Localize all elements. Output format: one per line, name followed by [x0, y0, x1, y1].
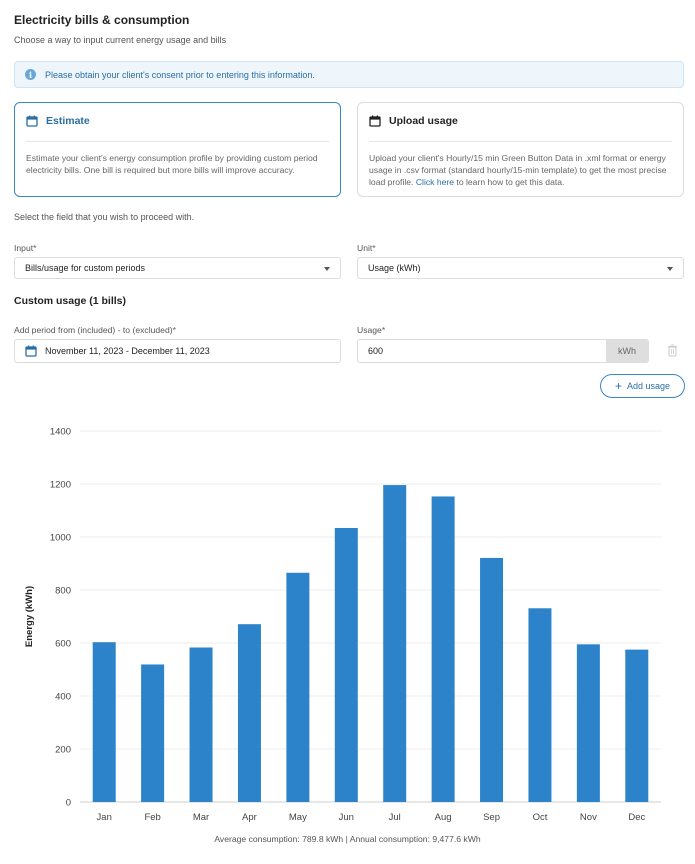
add-usage-button-label: Add usage	[626, 381, 671, 391]
period-date-range-input[interactable]	[14, 339, 341, 363]
y-tick-label: 1400	[49, 426, 71, 438]
bar-nov	[577, 644, 600, 802]
x-tick-label: Sep	[483, 812, 500, 823]
unit-select[interactable]	[357, 257, 684, 279]
unit-field-label: Unit*	[357, 243, 376, 253]
x-tick-label: Nov	[579, 812, 597, 823]
energy-bar-chart	[0, 415, 695, 830]
bar-feb	[141, 664, 164, 802]
x-tick-label: Dec	[628, 812, 646, 823]
page-subtitle: Choose a way to input current energy usage and bills	[14, 35, 227, 45]
bar-may	[286, 573, 309, 802]
usage-unit-label: kWh	[606, 340, 648, 362]
upload-usage-option-description	[369, 152, 672, 188]
chevron-down-icon	[667, 267, 673, 271]
upload-usage-option-card[interactable]	[357, 102, 684, 197]
consumption-summary: Average consumption: 789.8 kWh | Annual consumption: 9,477.6 kWh	[214, 834, 481, 844]
y-tick-label: 1200	[49, 479, 71, 491]
x-tick-label: Oct	[532, 812, 548, 823]
estimate-option-label: Estimate	[46, 115, 90, 127]
x-tick-label: Jan	[96, 812, 112, 823]
bar-dec	[625, 650, 648, 802]
custom-usage-title: Custom usage (1 bills)	[14, 295, 127, 307]
x-tick-label: Jul	[388, 812, 401, 823]
y-tick-label: 200	[55, 744, 71, 756]
trash-icon[interactable]	[667, 344, 678, 357]
select-field-hint: Select the field that you wish to proceed with.	[14, 212, 195, 222]
x-tick-label: Mar	[192, 812, 210, 823]
y-axis-label: Energy (kWh)	[24, 585, 35, 648]
unit-select-value: Usage (kWh)	[368, 263, 421, 273]
input-field-label: Input*	[14, 243, 37, 253]
usage-input[interactable]	[357, 339, 649, 363]
period-date-range-value: November 11, 2023 - December 11, 2023	[45, 346, 210, 356]
bar-jun	[335, 528, 358, 802]
upload-usage-option-label: Upload usage	[389, 115, 458, 127]
calendar-icon	[26, 115, 38, 127]
estimate-option-card[interactable]	[14, 102, 341, 197]
y-tick-label: 0	[65, 797, 71, 809]
chevron-down-icon	[324, 267, 330, 271]
x-tick-label: Apr	[242, 812, 257, 823]
add-usage-button[interactable]	[600, 374, 685, 398]
consent-notice	[14, 61, 684, 88]
bar-mar	[190, 648, 213, 802]
y-tick-label: 1000	[49, 532, 71, 544]
input-select-value: Bills/usage for custom periods	[25, 263, 146, 273]
x-tick-label: May	[288, 812, 307, 823]
bar-aug	[432, 496, 455, 802]
page-title: Electricity bills & consumption	[14, 13, 190, 27]
card-divider	[369, 141, 672, 142]
x-tick-label: Aug	[434, 812, 452, 823]
usage-field-label: Usage*	[357, 325, 386, 335]
estimate-option-description: Estimate your client's energy consumption profile by providing custom period electricity bills. One bill is required but more bills will improve accuracy.	[26, 153, 318, 175]
input-select[interactable]	[14, 257, 341, 279]
bar-apr	[238, 624, 261, 802]
info-icon: i	[25, 69, 36, 80]
calendar-icon	[25, 345, 37, 357]
card-divider	[26, 141, 329, 142]
learn-more-link[interactable]: Click here	[415, 177, 455, 187]
bar-jan	[93, 642, 116, 802]
x-tick-label: Feb	[144, 812, 161, 823]
usage-input-value: 600	[368, 346, 384, 356]
x-tick-label: Jun	[338, 812, 354, 823]
upload-description-text: Upload your client's Hourly/15 min Green Button Data in .xml format or energy usage in .csv format (standard hourly/15-min template) to get the most precise load profile.	[369, 153, 667, 187]
upload-description-text-end: to learn how to get this data.	[454, 177, 565, 187]
bar-sep	[480, 558, 503, 802]
bar-jul	[383, 485, 406, 802]
bar-oct	[528, 608, 551, 802]
y-tick-label: 800	[55, 585, 71, 597]
calendar-icon	[369, 115, 381, 127]
y-tick-label: 600	[55, 638, 71, 650]
plus-icon: +	[614, 379, 622, 393]
consent-notice-text: Please obtain your client's consent prior to entering this information.	[45, 69, 315, 80]
y-tick-label: 400	[55, 691, 71, 703]
period-field-label: Add period from (included) - to (excluded)*	[14, 325, 176, 335]
